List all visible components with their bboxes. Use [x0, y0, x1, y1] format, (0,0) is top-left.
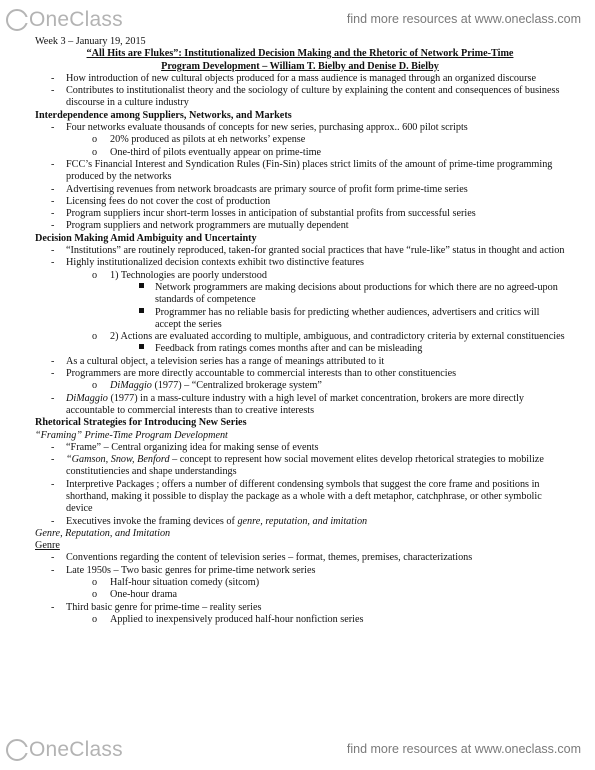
list-item: - Contributes to institutionalist theory and the sociology of culture by explaining the content and consequences of business discourse in a culture industry [51, 85, 560, 109]
sub-heading-genre: Genre [35, 540, 60, 552]
list-item: - How introduction of new cultural objects produced for a mass audience is managed through an organized discourse [51, 72, 536, 84]
sub-heading-genre-reputation-imitation: Genre, Reputation, and Imitation [35, 527, 171, 539]
list-item: - “Frame” – Central organizing idea for making sense of events [51, 441, 319, 453]
list-item: - Four networks evaluate thousands of concepts for new series, purchasing approx.. 600 pilot scripts [51, 122, 468, 134]
oneclass-logo[interactable] [6, 736, 123, 764]
list-item: - Third basic genre for prime-time – reality series [51, 601, 262, 613]
sub-list-item: o One-third of pilots eventually appear on prime-time [92, 146, 322, 158]
document-title-line-1: “All Hits are Flukes”: Institutionalized Decision Making and the Rhetoric of Network Prime-Time [86, 48, 514, 60]
oneclass-logo-text: OneClass [29, 8, 123, 31]
oneclass-logo-mark-icon [6, 9, 28, 31]
oneclass-logo-mark-icon [6, 739, 28, 761]
list-item: - “Gamson, Snow, Benford – concept to represent how social movement elites develop rhetorical strategies to mobilize constitutiencies and shape understandings [51, 454, 544, 478]
top-banner [0, 0, 595, 40]
sub-sub-list-item: Network programmers are making decisions about productions for which there are no agreed-upon standards of competence [35, 282, 565, 307]
square-bullet-icon [139, 308, 144, 313]
sub-sub-list-item: Programmer has no reliable basis for predicting whether audiences, advertisers and critics will accept the series [35, 307, 565, 332]
list-item: - Highly institutionalized decision contexts exhibit two distinctive features [51, 257, 364, 269]
bottom-banner [0, 730, 595, 770]
list-item: - Programmers are more directly accountable to commercial interests than to other constituencies [51, 368, 457, 380]
list-item: - Licensing fees do not cover the cost of production [51, 195, 271, 207]
list-item: - Advertising revenues from network broadcasts are primary source of profit form prime-time series [51, 183, 468, 195]
document-title-line-2: Program Development – William T. Bielby and Denise D. Bielby [161, 60, 439, 72]
sub-list-item: o Half-hour situation comedy (sitcom) [92, 577, 260, 589]
sub-list-item: o Applied to inexpensively produced half-hour nonfiction series [92, 613, 364, 625]
square-bullet-icon [139, 283, 144, 288]
sub-list-item: o One-hour drama [92, 589, 178, 601]
list-item: - “Institutions” are routinely reproduced, taken-for granted social practices that have “rule-like” status in thought and action [51, 245, 565, 257]
sub-list-item: o 2) Actions are evaluated according to multiple, ambiguous, and contradictory criteria by external constituencies [92, 331, 565, 343]
list-item: - Late 1950s – Two basic genres for prime-time network series [51, 564, 316, 576]
sub-list-item: o 20% produced as pilots at eh networks’ expense [92, 134, 306, 146]
oneclass-logo-text: OneClass [29, 738, 123, 761]
list-item: - Interpretive Packages ; offers a number of different condensing symbols that suggest the core frame and positions in shorthand, making it possible to display the package as a whole with a deft metaphor, catchphrase, or other symbolic device [51, 478, 542, 515]
list-item: - DiMaggio (1977) in a mass-culture industry with a high level of market concentration, brokers are more directly accountable to commercial interests than to creative interests [51, 392, 525, 416]
sub-heading-framing: “Framing” Prime-Time Program Development [35, 429, 228, 441]
list-item: - Program suppliers incur short-term losses in anticipation of substantial profits from successful series [51, 208, 476, 220]
section-heading-interdependence: Interdependence among Suppliers, Networks, and Markets [35, 109, 292, 121]
find-more-resources-link[interactable]: find more resources at www.oneclass.com [346, 742, 581, 756]
oneclass-logo[interactable] [6, 6, 123, 34]
sub-list-item: o DiMaggio (1977) – “Centralized brokerage system” [92, 380, 322, 392]
section-heading-rhetorical-strategies: Rhetorical Strategies for Introducing New Series [35, 417, 247, 429]
list-item: - FCC’s Financial Interest and Syndication Rules (Fin-Sin) places strict limits of the amount of prime-time programming produced by the networks [51, 158, 553, 183]
section-heading-decision-making: Decision Making Amid Ambiguity and Uncertainty [35, 232, 257, 244]
list-item: - As a cultural object, a television series has a range of meanings attributed to it [51, 355, 385, 367]
list-item: - Program suppliers and network programmers are mutually dependent [51, 220, 349, 232]
find-more-resources-link[interactable]: find more resources at www.oneclass.com [346, 12, 581, 26]
sub-list-item: o 1) Technologies are poorly understood [92, 269, 267, 281]
document-body [35, 36, 565, 626]
list-item: - Executives invoke the framing devices of genre, reputation, and imitation [51, 515, 368, 527]
list-item: - Conventions regarding the content of television series – format, themes, premises, characterizations [51, 552, 473, 564]
square-bullet-icon [139, 344, 144, 349]
date-line: Week 3 – January 19, 2015 [35, 36, 146, 47]
sub-sub-list-item: Feedback from ratings comes months after and can be misleading [35, 343, 565, 355]
